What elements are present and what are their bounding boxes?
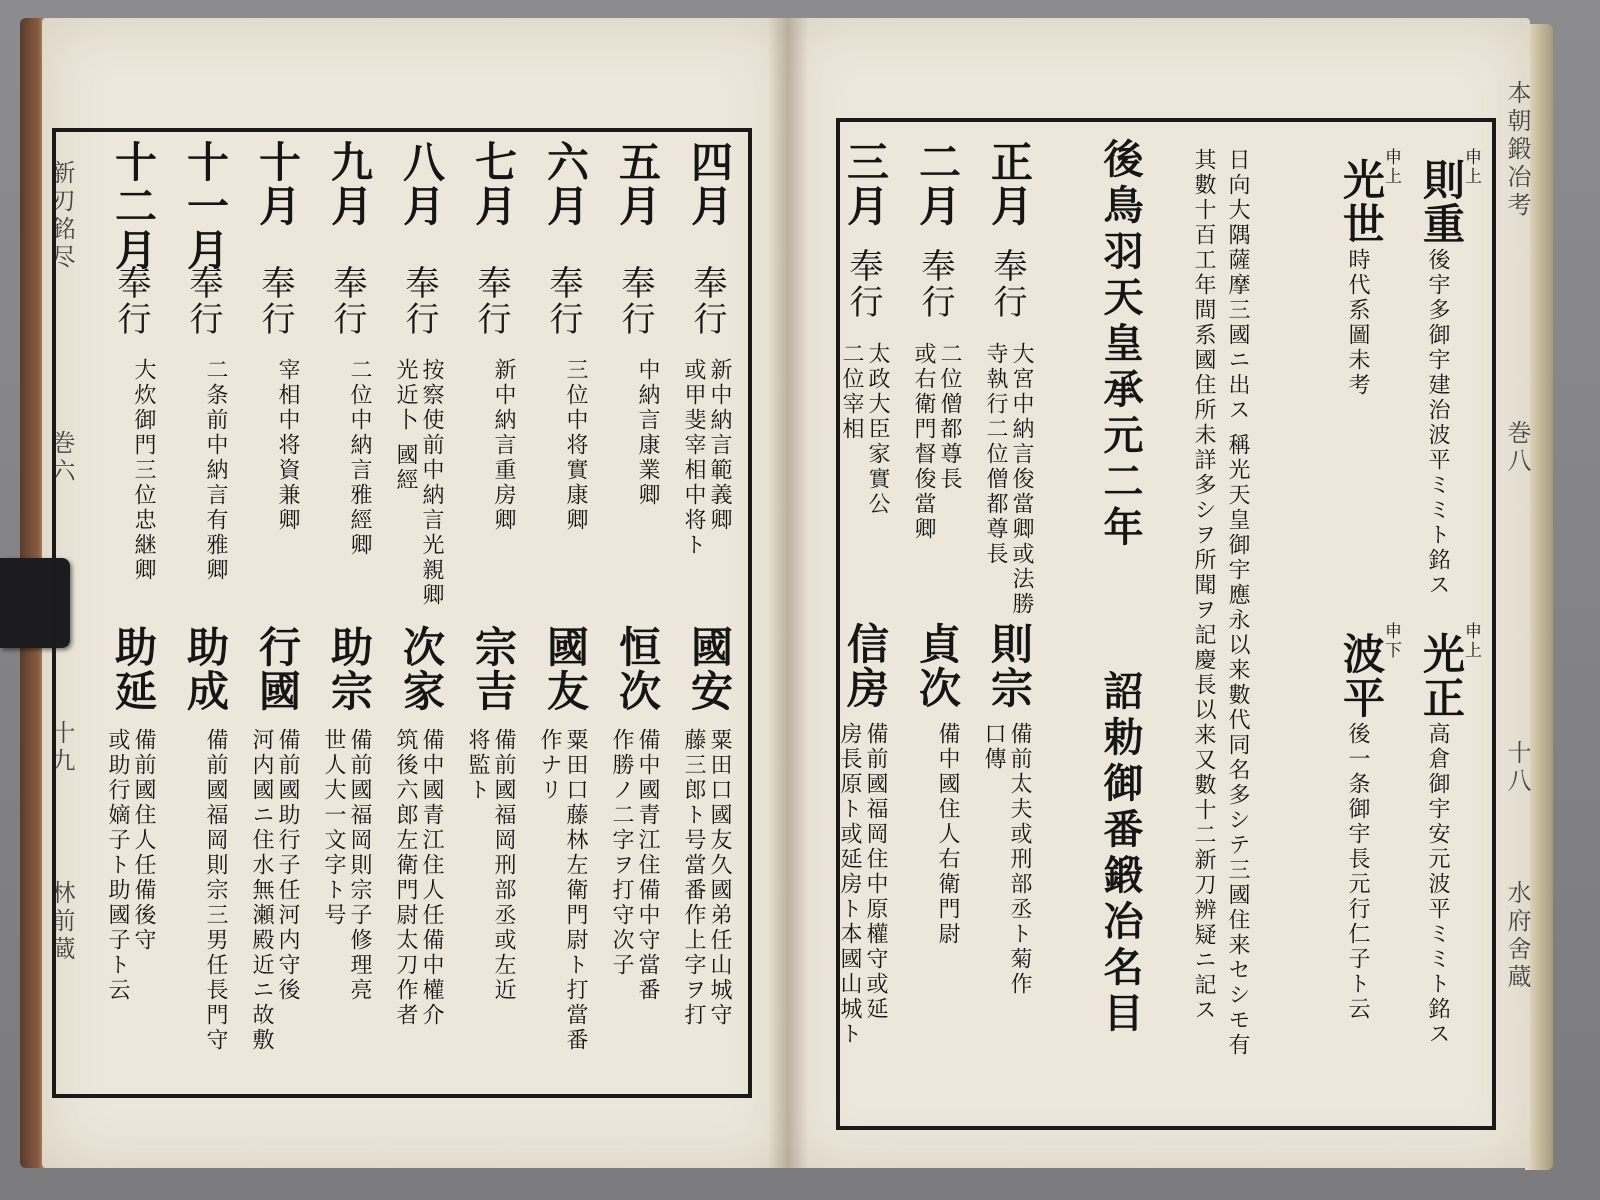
month-label: 二月 (913, 140, 962, 228)
smith-note-alt: 筑後六郎左衛門尉太刀作者 (393, 728, 418, 1028)
official-name: 新中納言範義卿 (707, 358, 732, 533)
official-name: 二位中納言雅經卿 (347, 358, 372, 558)
month-label: 正月 (985, 140, 1034, 228)
smith-name: 國安 (685, 625, 734, 713)
role-label: 奉行 (687, 265, 727, 337)
right-margin-volume: 巻八 (1503, 420, 1531, 476)
official-name-alt: 寺執行二位僧都尊長 (983, 342, 1008, 567)
official-name: 宰相中将資兼卿 (275, 358, 300, 533)
month-label: 七月 (469, 140, 518, 228)
role-label: 奉行 (183, 265, 223, 337)
right-margin-folio: 十八 (1503, 740, 1531, 796)
smith-note: 備中國住人右衛門尉 (935, 722, 960, 947)
role-label: 奉行 (111, 265, 151, 337)
smith-note: 粟田口國友久國弟任山城守 (707, 728, 732, 1028)
smith-note-alt: 河内國ニ住水無瀬殿近ニ故敷 (249, 728, 274, 1053)
smith-note: 備前國福岡刑部丞或左近 (491, 728, 516, 1003)
month-label: 四月 (685, 140, 734, 228)
smith-note: 粟田口藤林左衛門尉ト打當番 (563, 728, 588, 1053)
official-name: 三位中将實康卿 (563, 358, 588, 533)
month-label: 五月 (613, 140, 662, 228)
smith-name: 信房 (841, 622, 890, 710)
official-name-alt: 或右衛門督俊當卿 (911, 342, 936, 542)
official-name: 按察使前中納言光親卿 (419, 358, 444, 608)
commentary-line: 其數十百工年間系國住所未詳多シヲ所聞ヲ記慶長以来又數十二新刀辨疑ニ記ス (1191, 148, 1216, 1023)
entry-text: 後宇多御宇建治波平ミミト銘ス (1425, 248, 1450, 598)
official-name-alt: 光近卜 國經 (393, 358, 418, 493)
role-label: 奉行 (615, 265, 655, 337)
entry-text: 時代系圖未考 (1345, 248, 1370, 398)
role-label: 奉行 (843, 248, 883, 320)
entry-name: 波平 (1337, 632, 1386, 720)
roster-heading: 詔勅御番鍛冶名目 (1097, 670, 1144, 1038)
smith-note-alt: 或助行嫡子ト助國子ト云 (105, 728, 130, 1003)
reign-heading: 後鳥羽天皇承元二年 (1097, 138, 1144, 552)
smith-note-alt: 房長原ト或延房ト本國山城ト (837, 722, 862, 1047)
right-margin-title: 本朝鍛冶考 (1503, 80, 1531, 220)
smith-name: 宗吉 (469, 625, 518, 713)
smith-note: 備前國助行子任河内守後 (275, 728, 300, 1003)
month-label: 九月 (325, 140, 374, 228)
official-name: 中納言康業卿 (635, 358, 660, 508)
smith-note-alt: 口傳 (981, 722, 1006, 772)
official-name: 新中納言重房卿 (491, 358, 516, 533)
smith-note: 備前國福岡住中原權守或延 (863, 722, 888, 1022)
smith-note: 備前國福岡則宗子修理亮 (347, 728, 372, 1003)
entry-tag: 申上 (1461, 622, 1481, 660)
smith-name: 次家 (397, 625, 446, 713)
smith-name: 則宗 (985, 622, 1034, 710)
official-name: 大宮中納言俊當卿或法勝 (1009, 342, 1034, 617)
smith-name: 助成 (181, 625, 230, 713)
smith-name: 助宗 (325, 625, 374, 713)
role-label: 奉行 (987, 248, 1027, 320)
official-name: 二位僧都尊長 (937, 342, 962, 492)
month-label: 十月 (253, 140, 302, 228)
role-label: 奉行 (399, 265, 439, 337)
official-name: 大炊御門三位忠継卿 (131, 358, 156, 583)
left-margin-folio: 十九 (47, 720, 75, 776)
smith-name: 行國 (253, 625, 302, 713)
left-margin-volume: 巻六 (47, 430, 75, 486)
entry-tag: 申上 (1381, 148, 1401, 186)
smith-name: 助延 (109, 625, 158, 713)
left-margin-title: 新刃銘尽 (47, 160, 75, 272)
role-label: 奉行 (327, 265, 367, 337)
smith-name: 貞次 (913, 622, 962, 710)
role-label: 奉行 (543, 265, 583, 337)
entry-name: 則重 (1417, 158, 1466, 246)
smith-note-alt: 藤三郎ト号當番作上字ヲ打 (681, 728, 706, 1028)
entry-tag: 申上 (1461, 148, 1481, 186)
entry-name: 光正 (1417, 632, 1466, 720)
month-label: 十一月 (181, 140, 230, 272)
left-margin-owner: 林前蔵 (47, 880, 75, 964)
smith-note: 備前太夫或刑部丞ト菊作 (1007, 722, 1032, 997)
smith-note: 備中國青江住人任備中權介 (419, 728, 444, 1028)
smith-note: 備前國住人任備後守 (131, 728, 156, 953)
smith-name: 恒次 (613, 625, 662, 713)
role-label: 奉行 (915, 248, 955, 320)
official-name-alt: 二位宰相 (839, 342, 864, 442)
role-label: 奉行 (255, 265, 295, 337)
smith-note-alt: 世人大一文字ト号 (321, 728, 346, 928)
role-label: 奉行 (471, 265, 511, 337)
book-gutter (768, 18, 808, 1168)
entry-tag: 申下 (1381, 622, 1401, 660)
month-label: 八月 (397, 140, 446, 228)
month-label: 十二月 (109, 140, 158, 272)
official-name: 太政大臣家實公 (865, 342, 890, 517)
right-margin-owner: 水府舍蔵 (1503, 880, 1531, 992)
smith-note: 備前國福岡則宗三男任長門守 (203, 728, 228, 1053)
smith-note: 備中國青江住備中守當番 (635, 728, 660, 1003)
entry-text: 後一条御宇長元行仁子ト云 (1345, 722, 1370, 1022)
month-label: 六月 (541, 140, 590, 228)
entry-name: 光世 (1337, 158, 1386, 246)
official-name: 二条前中納言有雅卿 (203, 358, 228, 583)
smith-note-alt: 作ナリ (537, 728, 562, 803)
entry-text: 高倉御宇安元波平ミミト銘ス (1425, 722, 1450, 1047)
commentary-line: 日向大隅薩摩三國ニ出ス 稱光天皇御宇應永以来數代同名多シテ三國住来セシモ有 (1225, 148, 1250, 1058)
official-name-alt: 或甲斐宰相中将ト (681, 358, 706, 558)
smith-note-alt: 作勝ノ二字ヲ打守次子 (609, 728, 634, 978)
smith-name: 國友 (541, 625, 590, 713)
month-label: 三月 (841, 140, 890, 228)
smith-note-alt: 将監ト (465, 728, 490, 803)
